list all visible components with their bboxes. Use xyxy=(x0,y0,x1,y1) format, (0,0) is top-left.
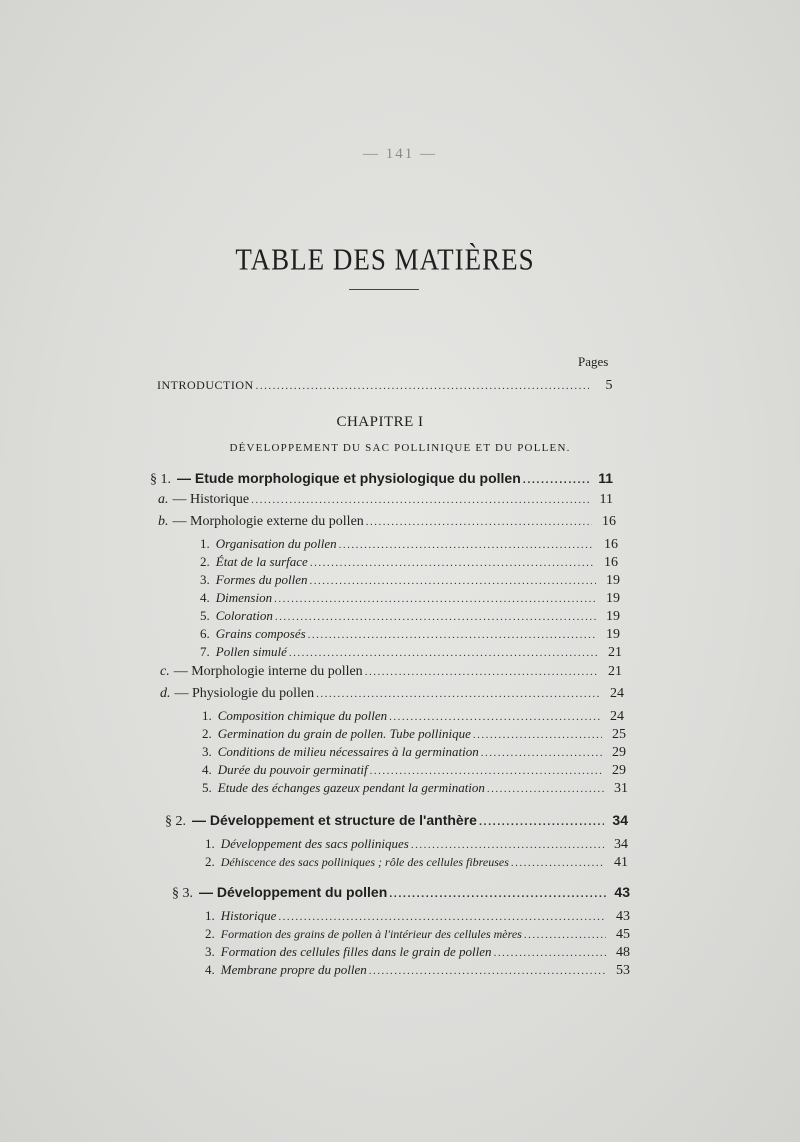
dot-leader xyxy=(274,593,596,605)
toc-subentry-d2 xyxy=(202,726,626,743)
entry-number: 4. xyxy=(200,590,210,605)
entry-number: 3. xyxy=(200,572,210,587)
toc-page: 31 xyxy=(614,781,628,796)
toc-section-1 xyxy=(150,470,613,488)
toc-section-3 xyxy=(172,884,630,902)
page-title: TABLE DES MATIÈRES xyxy=(235,241,535,277)
toc-page: 16 xyxy=(604,555,618,570)
toc-subentry-d3 xyxy=(202,744,626,761)
dot-leader xyxy=(289,647,598,659)
toc-label: Composition chimique du pollen xyxy=(217,708,388,723)
entry-letter: c. xyxy=(160,664,170,679)
toc-page: 19 xyxy=(606,591,620,606)
entry-number: 4. xyxy=(205,962,215,977)
toc-label: Membrane propre du pollen xyxy=(220,962,367,977)
dot-leader xyxy=(256,380,589,392)
toc-label: État de la surface xyxy=(215,554,308,569)
entry-number: 1. xyxy=(200,536,210,551)
toc-label: Organisation du pollen xyxy=(215,536,337,551)
entry-number: 1. xyxy=(205,836,215,851)
entry-letter: d. xyxy=(160,686,171,701)
title-rule xyxy=(349,289,419,290)
dot-leader xyxy=(389,711,600,723)
toc-page: 24 xyxy=(610,709,624,724)
toc-subentry-b4 xyxy=(200,590,620,607)
entry-number: 2. xyxy=(205,926,215,941)
dot-leader xyxy=(369,965,606,977)
toc-subentry-b6 xyxy=(200,626,620,643)
toc-subentry-s3-1 xyxy=(205,908,630,925)
dot-leader xyxy=(275,611,596,623)
toc-label: Développement des sacs polliniques xyxy=(220,836,409,851)
toc-page: 34 xyxy=(612,812,628,828)
toc-label: Déhiscence des sacs polliniques ; rôle des cellules fibreuses xyxy=(220,855,509,869)
toc-page: 43 xyxy=(616,909,630,924)
dot-leader xyxy=(389,888,606,900)
page-number: — 141 — xyxy=(363,146,437,162)
entry-letter: b. xyxy=(158,514,169,529)
entry-number: 3. xyxy=(202,744,212,759)
entry-number: 2. xyxy=(205,854,215,869)
dot-leader xyxy=(310,557,594,569)
toc-page: 21 xyxy=(608,645,622,660)
toc-label: — Physiologie du pollen xyxy=(174,686,315,701)
toc-subentry-d1 xyxy=(202,708,624,725)
toc-label: — Développement et structure de l'anthère xyxy=(192,812,477,828)
toc-page: 19 xyxy=(606,627,620,642)
toc-subentry-b7 xyxy=(200,644,622,661)
entry-number: 7. xyxy=(200,644,210,659)
toc-label: Etude des échanges gazeux pendant la germination xyxy=(217,780,485,795)
toc-page: 19 xyxy=(606,573,620,588)
dot-leader xyxy=(278,911,606,923)
toc-label: Conditions de milieu nécessaires à la germination xyxy=(217,744,479,759)
dot-leader xyxy=(339,539,594,551)
toc-label: Coloration xyxy=(215,608,273,623)
entry-letter: a. xyxy=(158,492,169,507)
toc-page: 48 xyxy=(616,945,630,960)
toc-page: 29 xyxy=(612,745,626,760)
toc-page: 25 xyxy=(612,727,626,742)
entry-number: 6. xyxy=(200,626,210,641)
toc-subentry-b2 xyxy=(200,554,618,571)
toc-label: Dimension xyxy=(215,590,273,605)
dot-leader xyxy=(411,839,604,851)
toc-label: Durée du pouvoir germinatif xyxy=(217,762,368,777)
toc-subentry-d5 xyxy=(202,780,628,797)
dot-leader xyxy=(494,947,606,959)
dot-leader xyxy=(370,765,602,777)
toc-subentry-s2-2 xyxy=(205,854,628,871)
toc-label: INTRODUCTION xyxy=(157,378,254,392)
toc-page: 16 xyxy=(602,514,616,529)
toc-entry-d xyxy=(160,686,624,702)
toc-entry-c xyxy=(160,664,622,680)
toc-page: 19 xyxy=(606,609,620,624)
toc-page: 43 xyxy=(614,884,630,900)
toc-label: — Etude morphologique et physiologique du pollen xyxy=(177,470,521,486)
toc-page: 41 xyxy=(614,855,628,870)
entry-number: 3. xyxy=(205,944,215,959)
dot-leader xyxy=(487,783,604,795)
toc-page: 5 xyxy=(605,378,613,393)
toc-label: Pollen simulé xyxy=(215,644,287,659)
toc-label: Historique xyxy=(220,908,277,923)
toc-label: Formes du pollen xyxy=(215,572,308,587)
entry-number: 5. xyxy=(200,608,210,623)
dot-leader xyxy=(524,929,606,941)
dot-leader xyxy=(251,494,589,506)
dot-leader xyxy=(481,747,602,759)
section-mark: § 1. xyxy=(150,472,171,487)
toc-subentry-s3-3 xyxy=(205,944,630,961)
entry-number: 2. xyxy=(200,554,210,569)
entry-number: 2. xyxy=(202,726,212,741)
entry-number: 4. xyxy=(202,762,212,777)
toc-label: Formation des grains de pollen à l'intérieur des cellules mères xyxy=(220,927,522,941)
toc-page: 11 xyxy=(599,492,613,507)
pages-column-header: Pages xyxy=(578,354,609,369)
toc-page: 53 xyxy=(616,963,630,978)
dot-leader xyxy=(523,474,589,486)
toc-subentry-d4 xyxy=(202,762,626,779)
dot-leader xyxy=(366,516,592,528)
toc-subentry-b5 xyxy=(200,608,620,625)
toc-label: — Morphologie interne du pollen xyxy=(173,664,363,679)
dot-leader xyxy=(365,666,598,678)
toc-page: 21 xyxy=(608,664,622,679)
section-mark: § 2. xyxy=(165,814,186,829)
entry-number: 1. xyxy=(202,708,212,723)
section-mark: § 3. xyxy=(172,886,193,901)
dot-leader xyxy=(511,857,604,869)
toc-subentry-b3 xyxy=(200,572,620,589)
toc-subentry-s2-1 xyxy=(205,836,628,853)
toc-subentry-b1 xyxy=(200,536,618,553)
toc-label: — Développement du pollen xyxy=(199,884,388,900)
dot-leader xyxy=(308,629,596,641)
toc-entry-introduction xyxy=(157,378,613,394)
toc-subentry-s3-2 xyxy=(205,926,630,943)
toc-page: 45 xyxy=(616,927,630,942)
toc-page: 29 xyxy=(612,763,626,778)
toc-page: 34 xyxy=(614,837,628,852)
toc-subentry-s3-4 xyxy=(205,962,630,979)
entry-number: 5. xyxy=(202,780,212,795)
toc-page: 16 xyxy=(604,537,618,552)
toc-section-2 xyxy=(165,812,628,830)
toc-label: — Morphologie externe du pollen xyxy=(172,514,364,529)
toc-page: 24 xyxy=(610,686,624,701)
toc-page: 11 xyxy=(598,470,613,486)
dot-leader xyxy=(309,575,596,587)
toc-label: — Historique xyxy=(172,492,250,507)
dot-leader xyxy=(316,688,600,700)
dot-leader xyxy=(479,816,604,828)
dot-leader xyxy=(473,729,602,741)
toc-label: Grains composés xyxy=(215,626,306,641)
toc-entry-b xyxy=(158,514,616,530)
chapter-subtitle: DÉVELOPPEMENT DU SAC POLLINIQUE ET DU POLLEN. xyxy=(229,442,571,454)
entry-number: 1. xyxy=(205,908,215,923)
toc-entry-a xyxy=(158,492,613,508)
toc-label: Formation des cellules filles dans le grain de pollen xyxy=(220,944,492,959)
chapter-heading: CHAPITRE I xyxy=(336,414,424,430)
toc-label: Germination du grain de pollen. Tube pollinique xyxy=(217,726,471,741)
